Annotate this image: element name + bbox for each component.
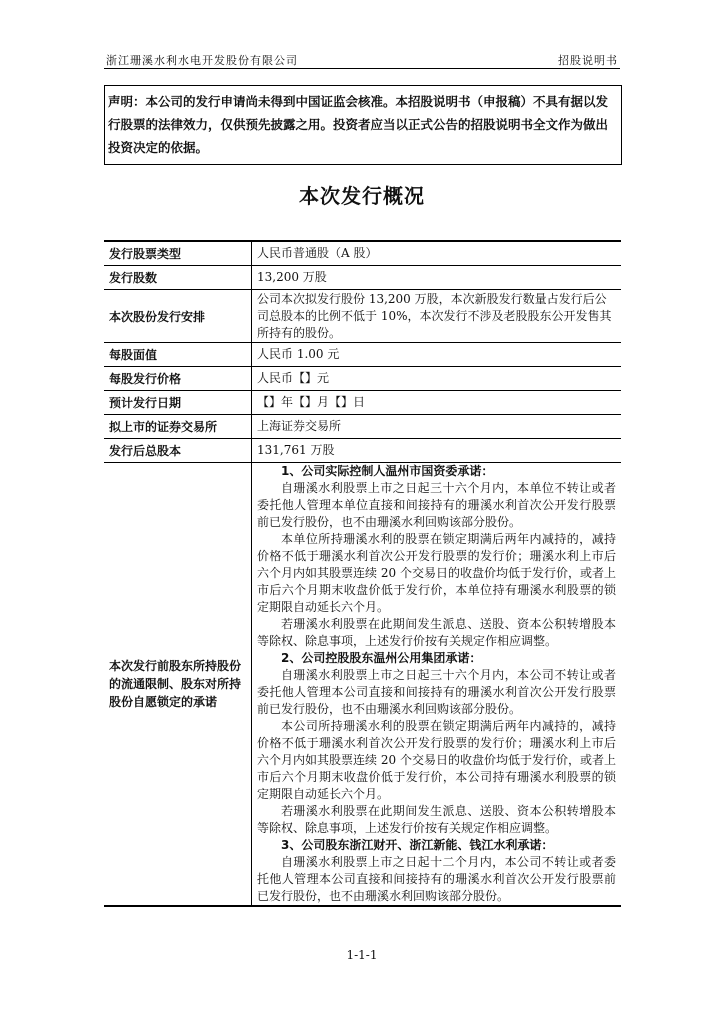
commitment-paragraph: 本公司所持珊溪水利的股票在锁定期满后两年内减持的，减持价格不低于珊溪水利首次公开发行股票的发行价；珊溪水利上市后六个月内如其股票连续 20 个交易日的收盘价均低于发行价，或者上市后六个月期末收盘价低于发行价，本公司持有珊溪水利股票的锁定期限自动延长六个月。 xyxy=(257,719,616,801)
row-value: 人民币【】元 xyxy=(252,367,622,391)
row-label: 发行股数 xyxy=(104,266,252,290)
row-label: 每股发行价格 xyxy=(104,367,252,391)
table-row xyxy=(104,391,621,415)
table-row xyxy=(104,266,621,290)
commitment-heading: 1、公司实际控制人温州市国资委承诺： xyxy=(281,464,494,478)
lockup-commitments xyxy=(252,463,622,907)
row-label: 拟上市的证券交易所 xyxy=(104,415,252,439)
page-header xyxy=(104,50,620,69)
table-row xyxy=(104,439,621,463)
table-row xyxy=(104,290,621,343)
lockup-label: 本次发行前股东所持股份的流通限制、股东对所持股份自愿锁定的承诺 xyxy=(104,463,252,907)
table-row xyxy=(104,415,621,439)
row-label: 本次股份发行安排 xyxy=(104,290,252,343)
disclaimer-notice: 声明：本公司的发行申请尚未得到中国证监会核准。本招股说明书（申报稿）不具有据以发行股票的法律效力，仅供预先披露之用。投资者应当以正式公告的招股说明书全文作为做出投资决定的依据。 xyxy=(104,85,622,165)
table-row xyxy=(104,343,621,367)
commitment-heading: 3、公司股东浙江财开、浙江新能、钱江水利承诺： xyxy=(281,838,554,852)
row-value: 【】年【】月【】日 xyxy=(252,391,622,415)
row-label: 发行股票类型 xyxy=(104,241,252,266)
offering-summary-table xyxy=(104,240,621,907)
commitment-paragraph: 自珊溪水利股票上市之日起十二个月内，本公司不转让或者委托他人管理本公司直接和间接持有的珊溪水利首次公开发行股票前已发行股份，也不由珊溪水利回购该部分股份。 xyxy=(257,855,616,903)
row-value: 公司本次拟发行股份 13,200 万股，本次新股发行数量占发行后公司总股本的比例不低于 10%，本次发行不涉及老股股东公开发售其所持有的股份。 xyxy=(252,290,622,343)
row-value: 13,200 万股 xyxy=(252,266,622,290)
commitment-heading: 2、公司控股股东温州公用集团承诺： xyxy=(281,651,482,665)
row-value: 人民币 1.00 元 xyxy=(252,343,622,367)
commitment-paragraph: 自珊溪水利股票上市之日起三十六个月内，本公司不转让或者委托他人管理本公司直接和间接持有的珊溪水利首次公开发行股票前已发行股份，也不由珊溪水利回购该部分股份。 xyxy=(257,668,616,716)
table-row-lockup xyxy=(104,463,621,907)
row-label: 发行后总股本 xyxy=(104,439,252,463)
commitment-paragraph: 本单位所持珊溪水利的股票在锁定期满后两年内减持的，减持价格不低于珊溪水利首次公开发行股票的发行价；珊溪水利上市后六个月内如其股票连续 20 个交易日的收盘价均低于发行价，或者上市后六个月期末收盘价低于发行价，本单位持有珊溪水利股票的锁定期限自动延长六个月。 xyxy=(257,532,616,614)
row-value: 上海证券交易所 xyxy=(252,415,622,439)
header-company-name: 浙江珊溪水利水电开发股份有限公司 xyxy=(106,54,298,67)
page-title: 本次发行概况 xyxy=(299,184,425,208)
header-document-type: 招股说明书 xyxy=(558,54,618,67)
row-value: 人民币普通股（A 股） xyxy=(252,241,622,266)
table-row xyxy=(104,367,621,391)
row-value: 131,761 万股 xyxy=(252,439,622,463)
commitment-paragraph: 若珊溪水利股票在此期间发生派息、送股、资本公积转增股本等除权、除息事项，上述发行价按有关规定作相应调整。 xyxy=(257,617,616,648)
row-label: 每股面值 xyxy=(104,343,252,367)
commitment-paragraph: 若珊溪水利股票在此期间发生派息、送股、资本公积转增股本等除权、除息事项，上述发行价按有关规定作相应调整。 xyxy=(257,804,616,835)
page-number: 1-1-1 xyxy=(346,948,378,962)
commitment-paragraph: 自珊溪水利股票上市之日起三十六个月内，本单位不转让或者委托他人管理本单位直接和间接持有的珊溪水利首次公开发行股票前已发行股份，也不由珊溪水利回购该部分股份。 xyxy=(257,481,616,529)
table-row xyxy=(104,241,621,266)
row-label: 预计发行日期 xyxy=(104,391,252,415)
